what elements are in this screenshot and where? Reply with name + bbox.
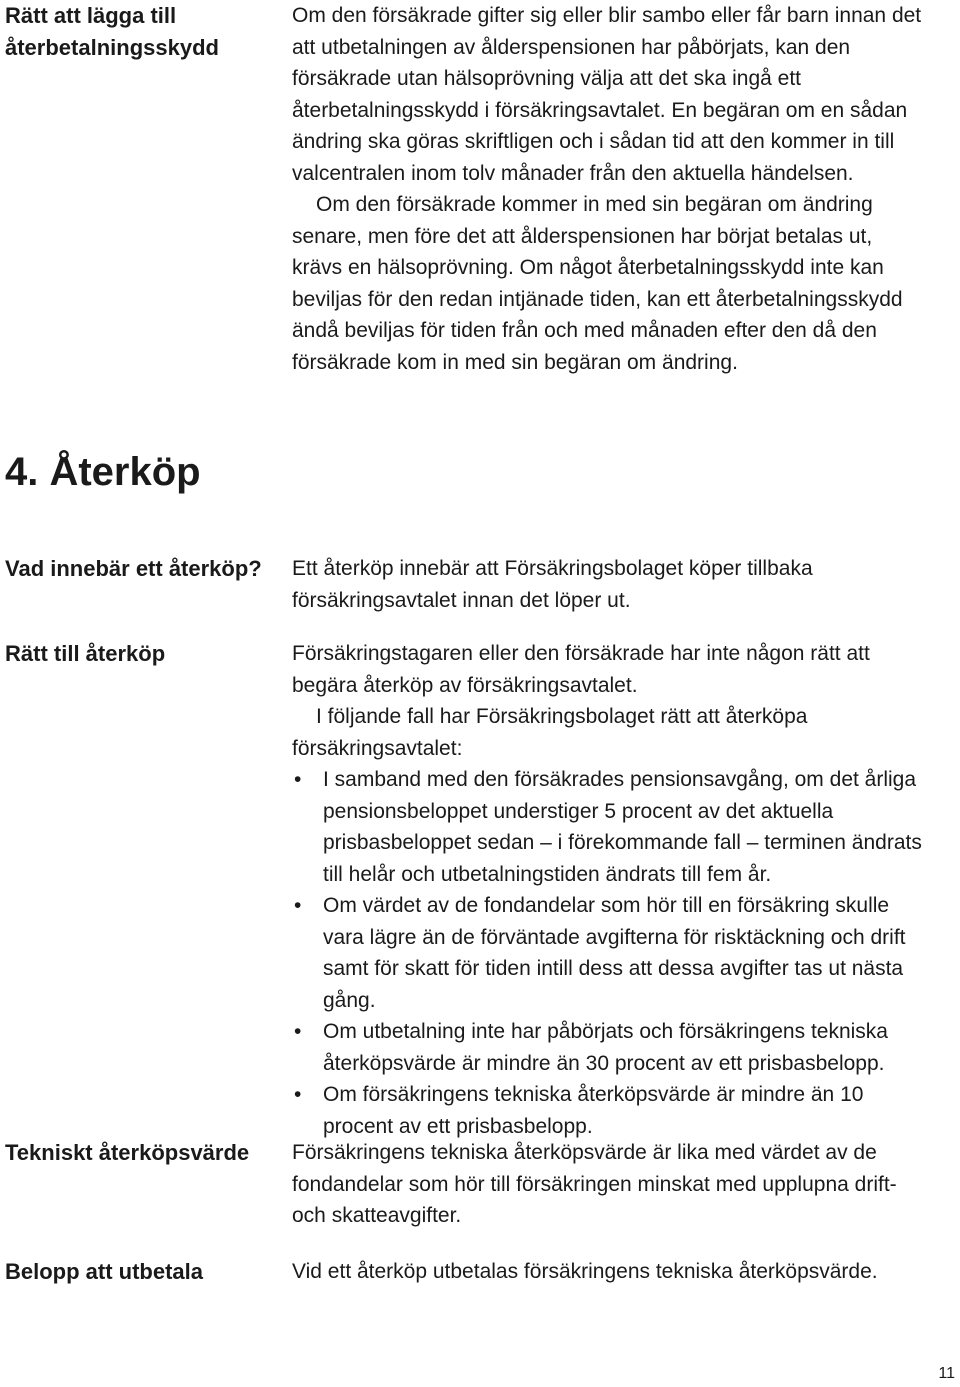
label-amount-to-pay: Belopp att utbetala bbox=[5, 1259, 204, 1284]
what-is-surrender-body bbox=[292, 553, 922, 616]
right-to-surrender-para-2: I följande fall har Försäkringsbolaget rätt att återköpa försäkringsavtalet: bbox=[292, 705, 808, 760]
label-what-is-surrender: Vad innebär ett återköp? bbox=[5, 556, 262, 581]
technical-surrender-value-body bbox=[292, 1137, 922, 1232]
what-is-surrender-text: Ett återköp innebär att Försäkringsbolaget köper tillbaka försäkringsavtalet innan det löper ut. bbox=[292, 557, 813, 612]
list-item-text: I samband med den försäkrades pensionsavgång, om det årliga pensionsbeloppet understiger 5 procent av det aktuella prisbasbeloppet sedan – i förekommande fall – terminen ändrats till helår och utbetalningstiden ändrats till fem år. bbox=[323, 768, 922, 886]
right-to-surrender-para-1: Försäkringstagaren eller den försäkrade har inte någon rätt att begära återköp av försäkringsavtalet. bbox=[292, 642, 870, 697]
list-item-text: Om försäkringens tekniska återköpsvärde är mindre än 10 procent av ett prisbasbelopp. bbox=[323, 1083, 864, 1138]
bullet-icon: • bbox=[294, 894, 302, 917]
list-item bbox=[292, 890, 922, 1016]
label-right-to-surrender: Rätt till återköp bbox=[5, 641, 166, 666]
section-heading-aterkop: 4. Återköp bbox=[5, 450, 201, 494]
page-number: 11 bbox=[938, 1365, 955, 1382]
amount-to-pay-body bbox=[292, 1256, 922, 1288]
repayment-protection-body bbox=[292, 0, 922, 378]
repayment-protection-para-2: Om den försäkrade kommer in med sin begäran om ändring senare, men före det att ålderspensionen har börjat betalas ut, krävs en hälsoprövning. Om något återbetalningsskydd inte kan beviljas för den redan intjänade tiden, kan ett återbetalningsskydd ändå beviljas för tiden från och med månaden efter den då den försäkrade kom in med sin begäran om ändring. bbox=[292, 193, 903, 374]
list-item-text: Om värdet av de fondandelar som hör till en försäkring skulle vara lägre än de förväntade avgifterna för risktäckning och drift samt för skatt för tiden intill dess att dessa avgifter tas ut nästa gång. bbox=[323, 894, 906, 1012]
list-item-text: Om utbetalning inte har påbörjats och försäkringens tekniska återköpsvärde är mindre än 30 procent av ett prisbasbelopp. bbox=[323, 1020, 888, 1075]
bullet-icon: • bbox=[294, 768, 302, 791]
amount-to-pay-text: Vid ett återköp utbetalas försäkringens tekniska återköpsvärde. bbox=[292, 1260, 878, 1283]
bullet-icon: • bbox=[294, 1020, 302, 1043]
technical-surrender-value-text: Försäkringens tekniska återköpsvärde är lika med värdet av de fondandelar som hör till försäkringen minskat med upplupna drift- och skatteavgifter. bbox=[292, 1141, 897, 1227]
bullet-icon: • bbox=[294, 1083, 302, 1106]
label-technical-surrender-value: Tekniskt återköpsvärde bbox=[5, 1140, 250, 1165]
list-item bbox=[292, 764, 922, 890]
right-to-surrender-body bbox=[292, 638, 922, 1142]
repayment-protection-para-1: Om den försäkrade gifter sig eller blir sambo eller får barn innan det att utbetalningen av ålderspensionen har påbörjats, kan den försäkrade utan hälsoprövning välja att det ska ingå ett återbetalningsskydd i försäkringsavtalet. En begäran om en sådan ändring ska göras skriftligen och i sådan tid att den kommer in till valcentralen inom tolv månader från den aktuella händelsen. bbox=[292, 4, 922, 185]
list-item bbox=[292, 1079, 922, 1142]
surrender-conditions-list bbox=[292, 764, 922, 1142]
list-item bbox=[292, 1016, 922, 1079]
label-repayment-protection: Rätt att lägga till återbetalningsskydd bbox=[5, 3, 219, 60]
